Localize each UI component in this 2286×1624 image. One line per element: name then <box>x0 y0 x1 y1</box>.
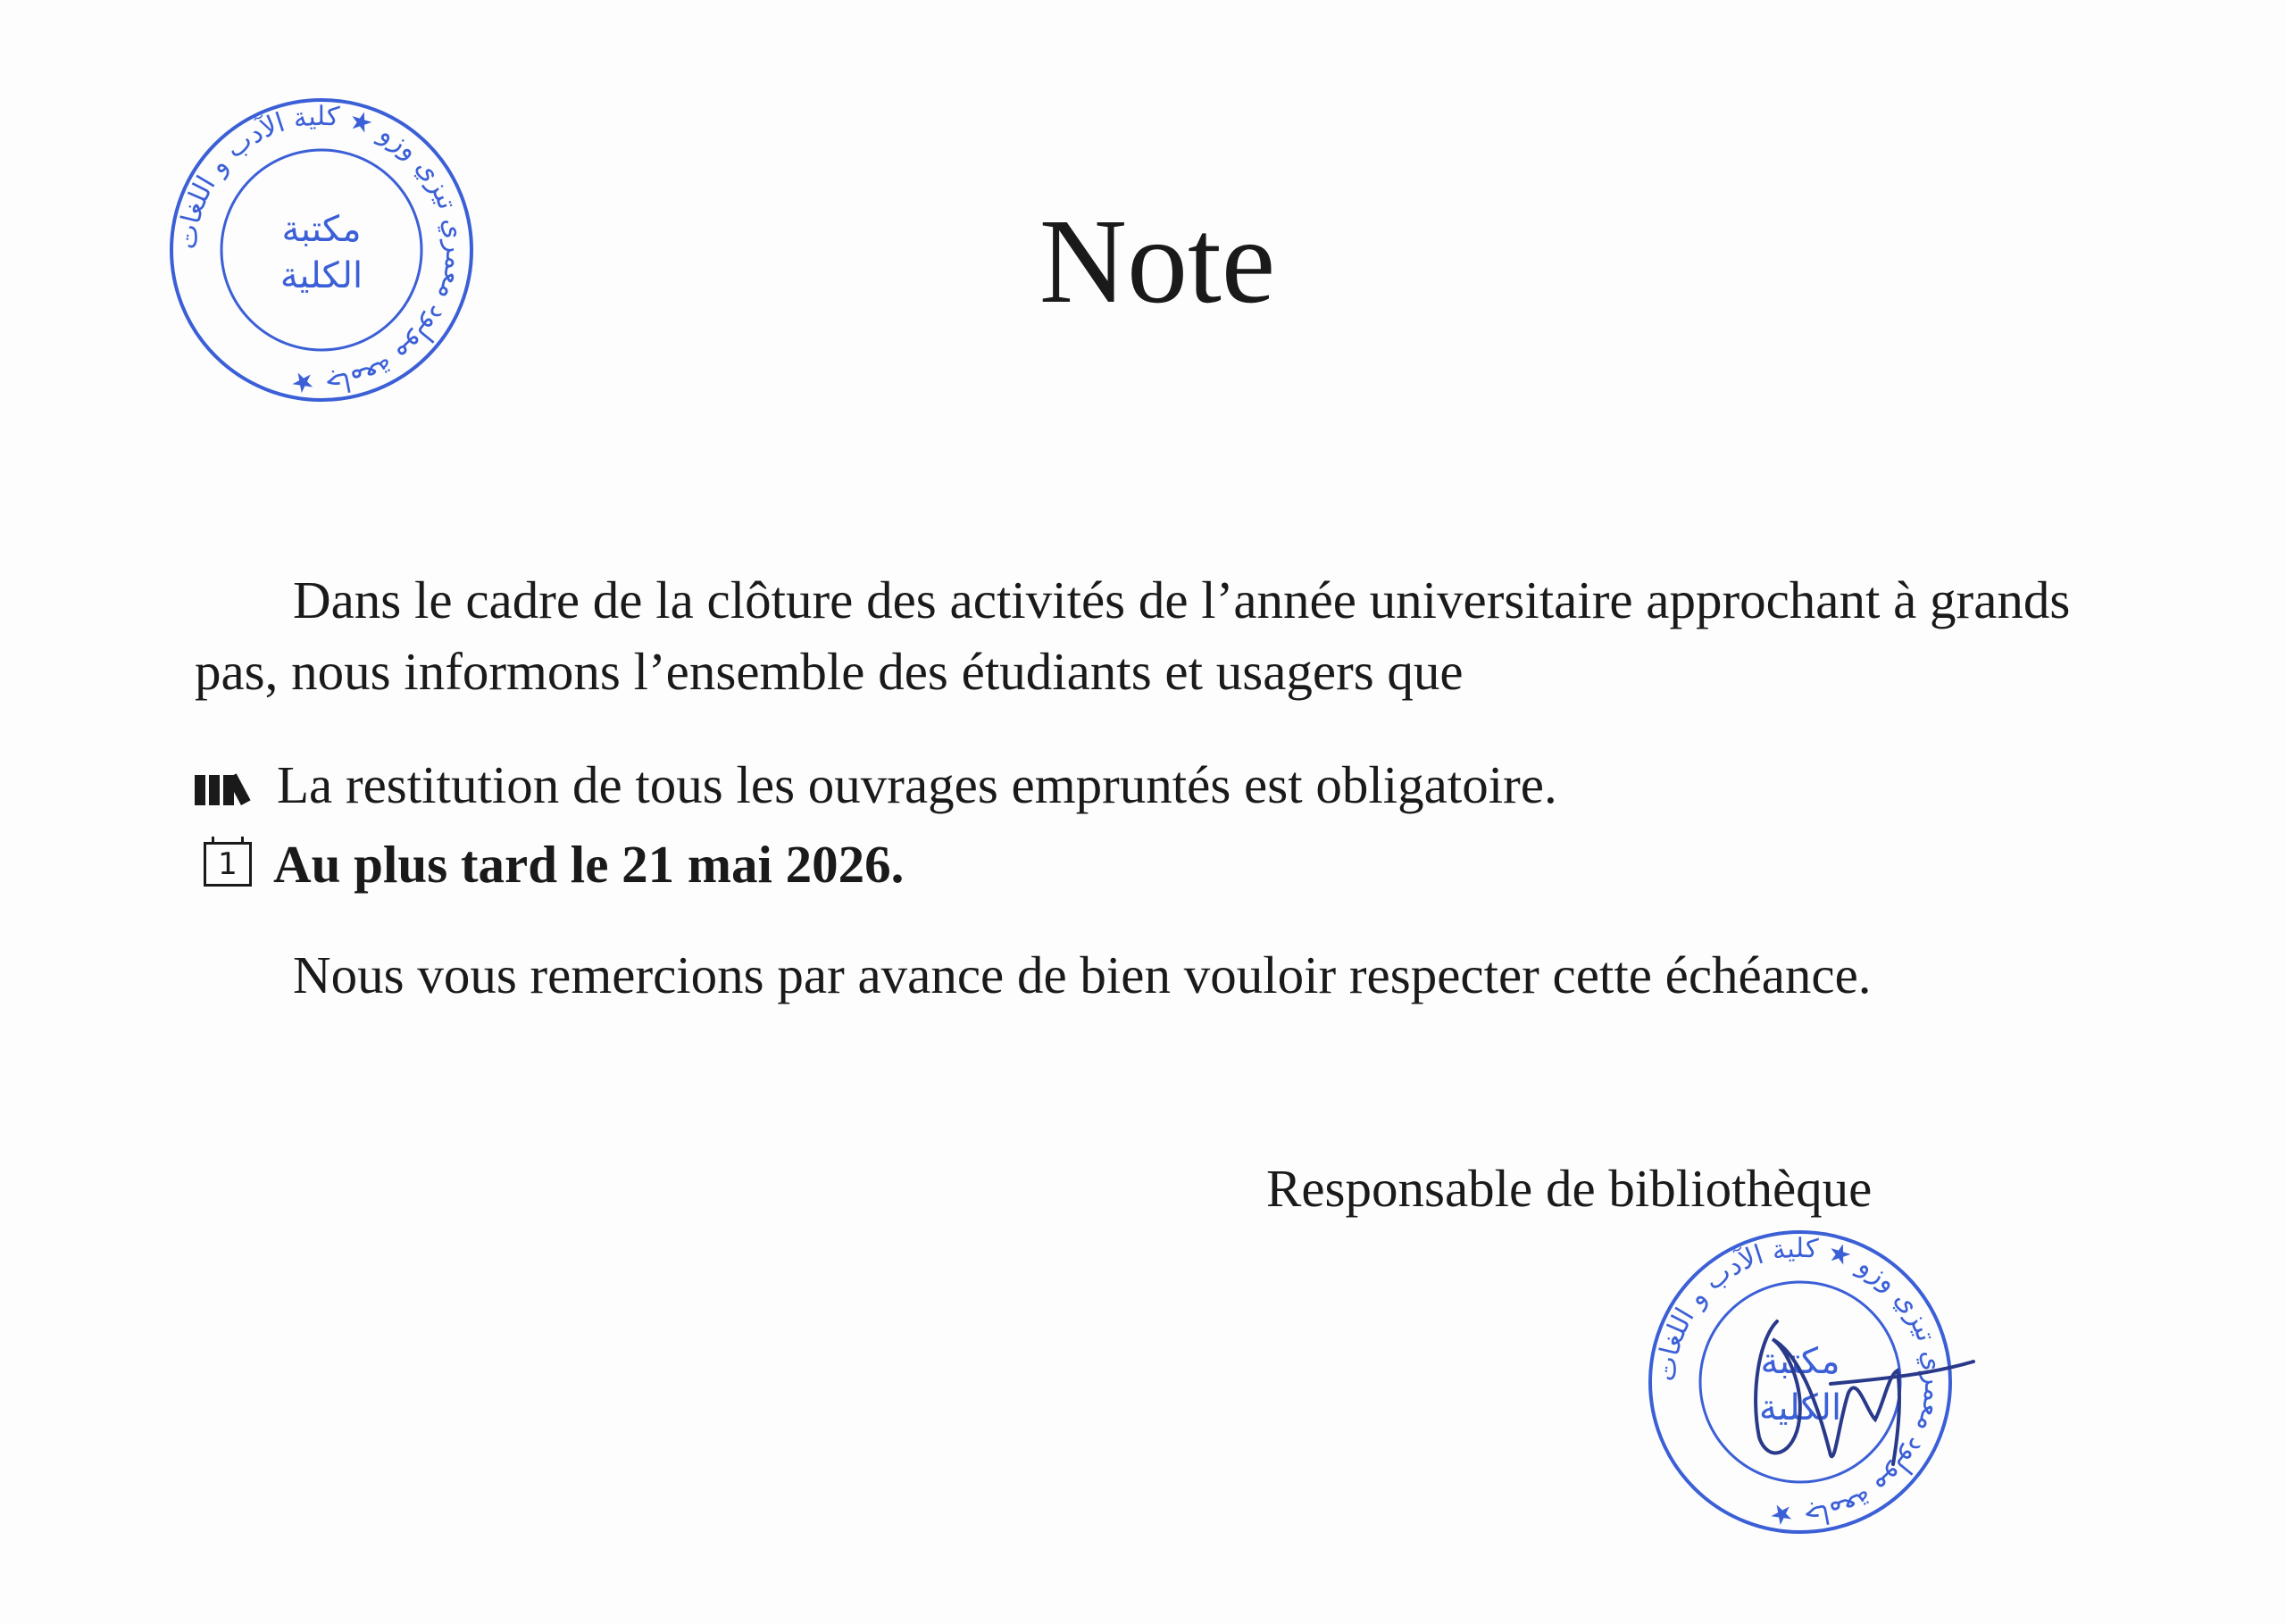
list-item <box>195 749 1557 820</box>
page-title: Note <box>1039 195 1276 329</box>
svg-text:الكلية: الكلية <box>1758 1387 1842 1428</box>
svg-text:مكتبة: مكتبة <box>1760 1341 1840 1382</box>
closing-paragraph: Nous vous remercions par avance de bien vouloir respecter cette échéance. <box>293 945 1872 1004</box>
books-icon <box>195 770 266 805</box>
list-item-text: La restitution de tous les ouvrages empruntés est obligatoire. <box>277 755 1557 814</box>
calendar-icon: 1 <box>204 842 252 887</box>
intro-paragraph <box>195 564 2141 707</box>
signature-label: Responsable de bibliothèque <box>1266 1159 1873 1218</box>
svg-text:مكتبة: مكتبة <box>281 209 362 250</box>
handwritten-signature <box>1697 1286 1982 1482</box>
svg-text:جامعة مولود معمري تيزي وزو ★ ك: جامعة مولود معمري تيزي وزو ★ كلية الآدب و اللغات ★ <box>1650 1232 1950 1532</box>
list-item <box>195 829 904 900</box>
svg-text:جامعة مولود معمري تيزي وزو ★ ك: جامعة مولود معمري تيزي وزو ★ كلية الآدب و اللغات ★ <box>171 100 471 400</box>
intro-paragraph-text: Dans le cadre de la clôture des activités de l’année universitaire approchant à grands pas, nous informons l’ensemble des étudiants et usagers que <box>195 570 2071 701</box>
list-item-text: Au plus tard le 21 mai 2026. <box>273 835 905 894</box>
svg-text:الكلية: الكلية <box>279 255 363 296</box>
